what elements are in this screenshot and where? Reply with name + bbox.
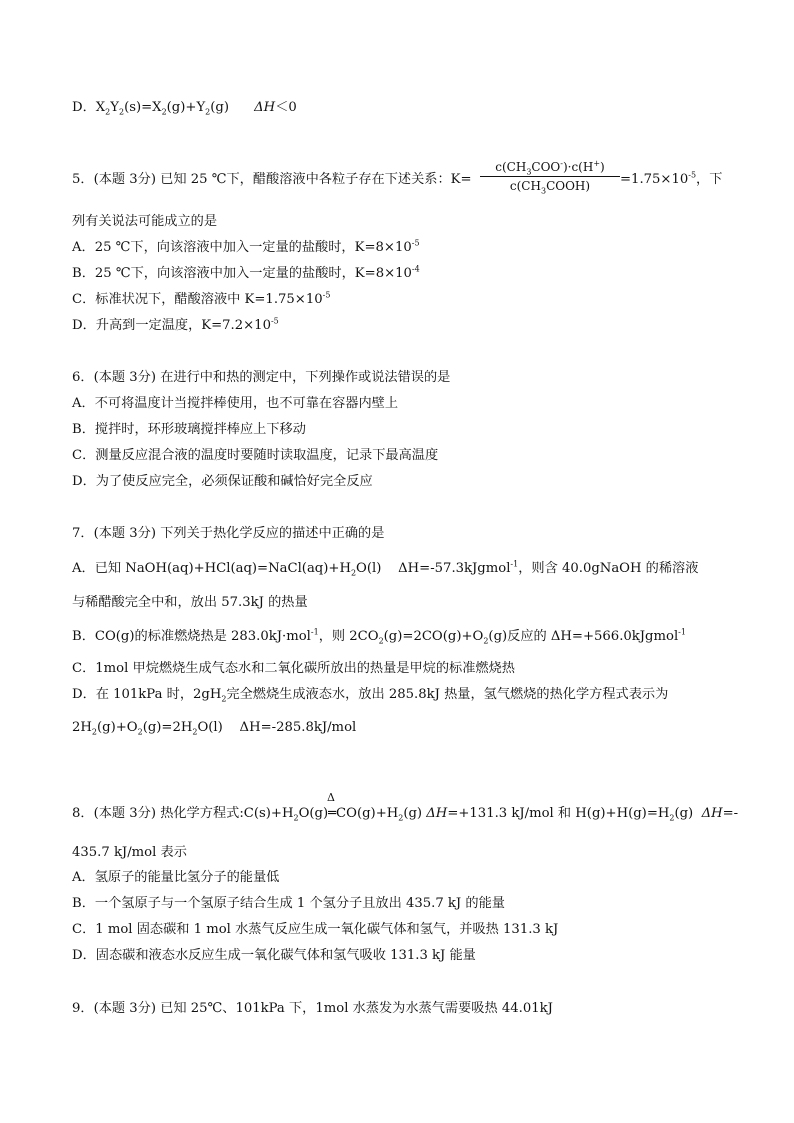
q6-option-b: B．搅拌时，环形玻璃搅拌棒应上下移动 [72,422,306,437]
fraction-denominator: $c(CH_3COOH)$ [509,179,591,196]
q7-option-a-line1: A．已知 $NaOH(aq)+HCl(aq)=NaCl(aq)+H_2O(l)$ ΔH=-57.3kJgmol$^{-1}$，则含 40.0gNaOH 的稀溶液 [72,559,699,578]
q7-option-c: C．1mol 甲烷燃烧生成气态水和二氧化碳所放出的热量是甲烷的标准燃烧热 [72,661,515,676]
q7-stem: 7．(本题 3分) 下列关于热化学反应的描述中正确的是 [72,526,385,541]
q8-option-c: C．1 mol 固态碳和 1 mol 水蒸气反应生成一氧化碳气体和氢气，并吸热 131.3 kJ [72,922,559,937]
q5-k-fraction [480,159,620,196]
q8-stem-line1: 8．(本题 3分) 热化学方程式$:C(s)+H_2O(g)═CO(g)+H_2(g)$ ΔH=+131.3 kJ/mol 和 $H(g)+H(g)=H_2(g)$ ΔH=- [72,806,739,823]
q7-option-d-line2: $2H_2(g)+O_2(g)=2H_2O(l)$ ΔH=-285.8kJ/mol [72,720,357,737]
q6-option-c: C．测量反应混合液的温度时要随时读取温度，记录下最高温度 [72,448,439,463]
heat-delta-mark: Δ [327,791,335,804]
q5-stem-line1-post: $=1.75\times 10^{-5}$，下 [620,170,723,187]
q4-option-d: D．$X_2Y_2(s)=X_2(g)+Y_2(g)$ ΔH＜0 [72,100,297,117]
q8-option-d: D．固态碳和液态水反应生成一氧化碳气体和氢气吸收 131.3 kJ 能量 [72,948,476,963]
q6-stem: 6．(本题 3分) 在进行中和热的测定中，下列操作或说法错误的是 [72,370,451,385]
q5-option-d: D．升高到一定温度，$K=7.2\times 10^{-5}$ [72,316,279,333]
q5-option-b: B．25 ℃下，向该溶液中加入一定量的盐酸时，$K=8\times 10^{-4}$ [72,264,420,281]
fraction-numerator: $c(CH_3COO^-)\cdot c(H^+)$ [480,160,620,177]
q5-option-c: C．标准状况下，醋酸溶液中 $K=1.75\times 10^{-5}$ [72,290,331,307]
q8-option-b: B．一个氢原子与一个氢原子结合生成 1 个氢分子且放出 435.7 kJ 的能量 [72,896,505,911]
q5-stem-line1: 5．(本题 3分) 已知 25 ℃下，醋酸溶液中各粒子存在下述关系：K= [72,172,472,187]
q8-stem-line2: 435.7 kJ/mol 表示 [72,845,187,860]
q6-option-a: A．不可将温度计当搅拌棒使用，也不可靠在容器内壁上 [72,396,399,411]
q7-option-b: B．CO(g)的标准燃烧热是 283.0kJ·mol$^{-1}$，则 $2CO_2(g)=2CO(g)+O_2(g)$反应的 ΔH=+566.0kJgmol$^{-1}$ [72,627,686,646]
q5-option-a: A．25 ℃下，向该溶液中加入一定量的盐酸时，$K=8\times 10^{-5}$ [72,238,420,255]
q5-stem-line2: 列有关说法可能成立的是 [72,214,218,229]
q6-option-d: D．为了使反应完全，必须保证酸和碱恰好完全反应 [72,474,373,489]
q8-option-a: A．氢原子的能量比氢分子的能量低 [72,870,280,885]
q7-option-a-line2: 与稀醋酸完全中和，放出 57.3kJ 的热量 [72,595,308,610]
q9-stem: 9．(本题 3分) 已知 25℃、101kPa 下，1mol 水蒸发为水蒸气需要吸热 44.01kJ [72,1001,553,1016]
q7-option-d-line1: D．在 101kPa 时，$2gH_2$完全燃烧生成液态水，放出 285.8kJ 热量，氢气燃烧的热化学方程式表示为 [72,687,669,704]
